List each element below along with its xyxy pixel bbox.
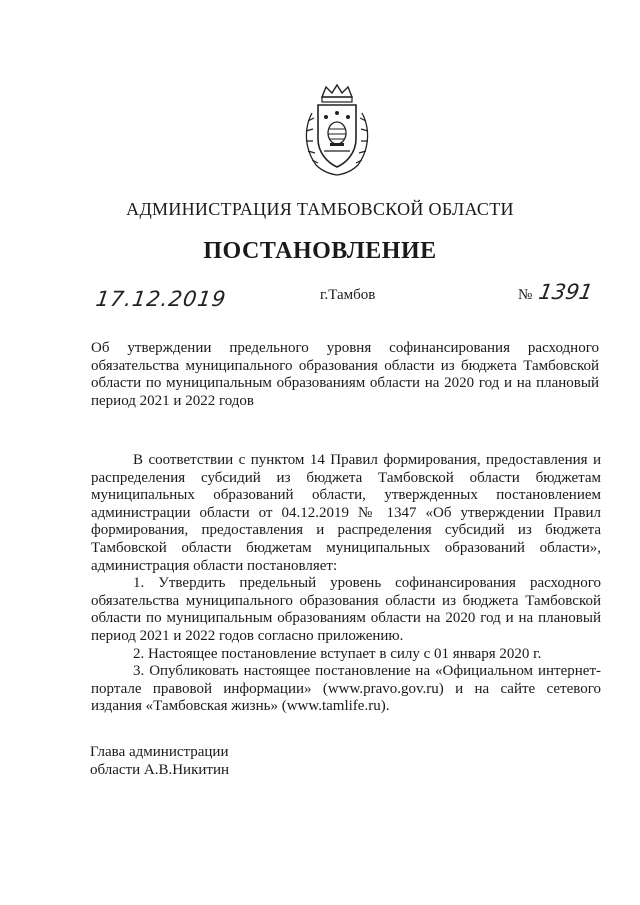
signature-block (90, 744, 229, 779)
signature-position: Глава администрации (90, 744, 229, 760)
body-paragraph-item-3: 3. Опубликовать настоящее постановление на «Официальном интернет-портале правовой информации» (www.pravo.gov.ru) и на сайте сетевого издания «Тамбовская жизнь» (www.tamlife.ru). (91, 663, 601, 715)
document-number: 1391 (536, 280, 595, 304)
body-paragraph-preamble: В соответствии с пунктом 14 Правил формирования, предоставления и распределения субсидий из бюджета Тамбовской области бюджетам муниципальных образований области, утвержденных постановлением администрации области от 04.12.2019 № 1347 «Об утверждении Правил формирования, предоставления и распределения субсидий из бюджета Тамбовской области бюджетам муниципальных образований области», администрация области постановляет: (91, 452, 601, 574)
body-paragraph-item-1: 1. Утвердить предельный уровень софинансирования расходного обязательства муниципального образования области из бюджета Тамбовской области по муниципальным образованиям области на 2020 год и на плановый период 2021 и 2022 годов согласно приложению. (91, 575, 601, 644)
document-date: 17.12.2019 (94, 287, 228, 311)
document-body (91, 452, 601, 716)
subject-text: Об утверждении предельного уровня софинансирования расходного обязательства муниципального образования области из бюджета Тамбовской области по муниципальным образованиям области на 2020 год и на плановый период 2021 и 2022 годов (91, 340, 599, 409)
document-city: г.Тамбов (320, 287, 376, 303)
document-type-title: ПОСТАНОВЛЕНИЕ (203, 238, 437, 264)
signature-name: области А.В.Никитин (90, 761, 230, 778)
body-paragraph-item-2: 2. Настоящее постановление вступает в силу с 01 января 2020 г. (133, 645, 542, 662)
tambov-coat-of-arms-icon (298, 83, 376, 178)
document-subject (91, 340, 599, 410)
document-number-label: № (518, 287, 533, 303)
organization-title: АДМИНИСТРАЦИЯ ТАМБОВСКОЙ ОБЛАСТИ (126, 199, 514, 219)
